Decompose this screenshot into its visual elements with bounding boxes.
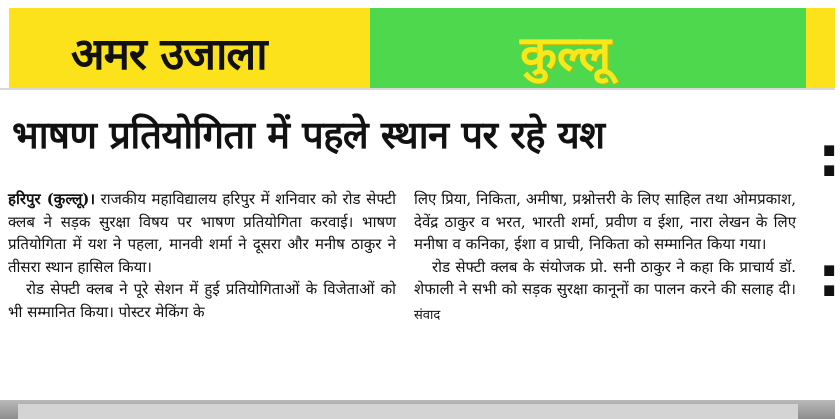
masthead-edge-panel	[806, 8, 835, 88]
masthead	[0, 8, 835, 88]
paragraph-1	[8, 188, 396, 278]
dateline: हरिपुर (कुल्लू)।	[8, 190, 96, 208]
article-column-right	[414, 188, 796, 328]
newspaper-logo: अमर उजाला	[71, 29, 267, 80]
paragraph-1-text: राजकीय महाविद्यालय हरिपुर में शनिवार को रोड सेफ्टी क्लब ने सड़क सुरक्षा विषय पर भाषण प्रतियोगिता करवाई। भाषण प्रतियोगिता में यश ने पहला, मानवी शर्मा ने दूसरा और मनीष ठाकुर ने तीसरा स्थान हासिल किया।	[8, 190, 396, 276]
paragraph-3: लिए प्रिया, निकिता, अमीषा, प्रश्नोत्तरी के लिए साहिल तथा ओमप्रकाश, देवेंद्र ठाकुर व भरत, भारती शर्मा, प्रवीण व ईशा, नारा लेखन के लिए मनीषा व कनिका, ईशा व प्राची, निकिता को सम्मानित किया गया।	[414, 190, 796, 254]
city-name: कुल्लू	[520, 26, 612, 82]
paragraph-4-text: रोड सेफ्टी क्लब के संयोजक प्रो. सनी ठाकुर ने कहा कि प्राचार्य डॉ. शेफाली ने सभी को सड़क सुरक्षा कानूनों का पालन करने की सलाह दी।	[414, 257, 796, 299]
cropped-adjacent-text: :	[818, 125, 840, 190]
paragraph-4	[414, 256, 796, 328]
paragraph-2: रोड सेफ्टी क्लब ने पूरे सेशन में हुई प्रतियोगिताओं के विजेताओं को भी सम्मानित किया। पोस्टर मेकिंग के	[8, 280, 396, 321]
masthead-brand-panel	[8, 8, 371, 88]
byline: संवाद	[414, 307, 441, 323]
masthead-city-panel	[370, 8, 806, 88]
article-headline: भाषण प्रतियोगिता में पहले स्थान पर रहे यश	[12, 113, 605, 157]
article-column-left	[8, 188, 396, 324]
header-divider	[0, 88, 835, 90]
cropped-adjacent-text: :	[818, 245, 840, 310]
cropped-photo-area	[18, 404, 798, 419]
cropped-photo	[0, 400, 835, 419]
